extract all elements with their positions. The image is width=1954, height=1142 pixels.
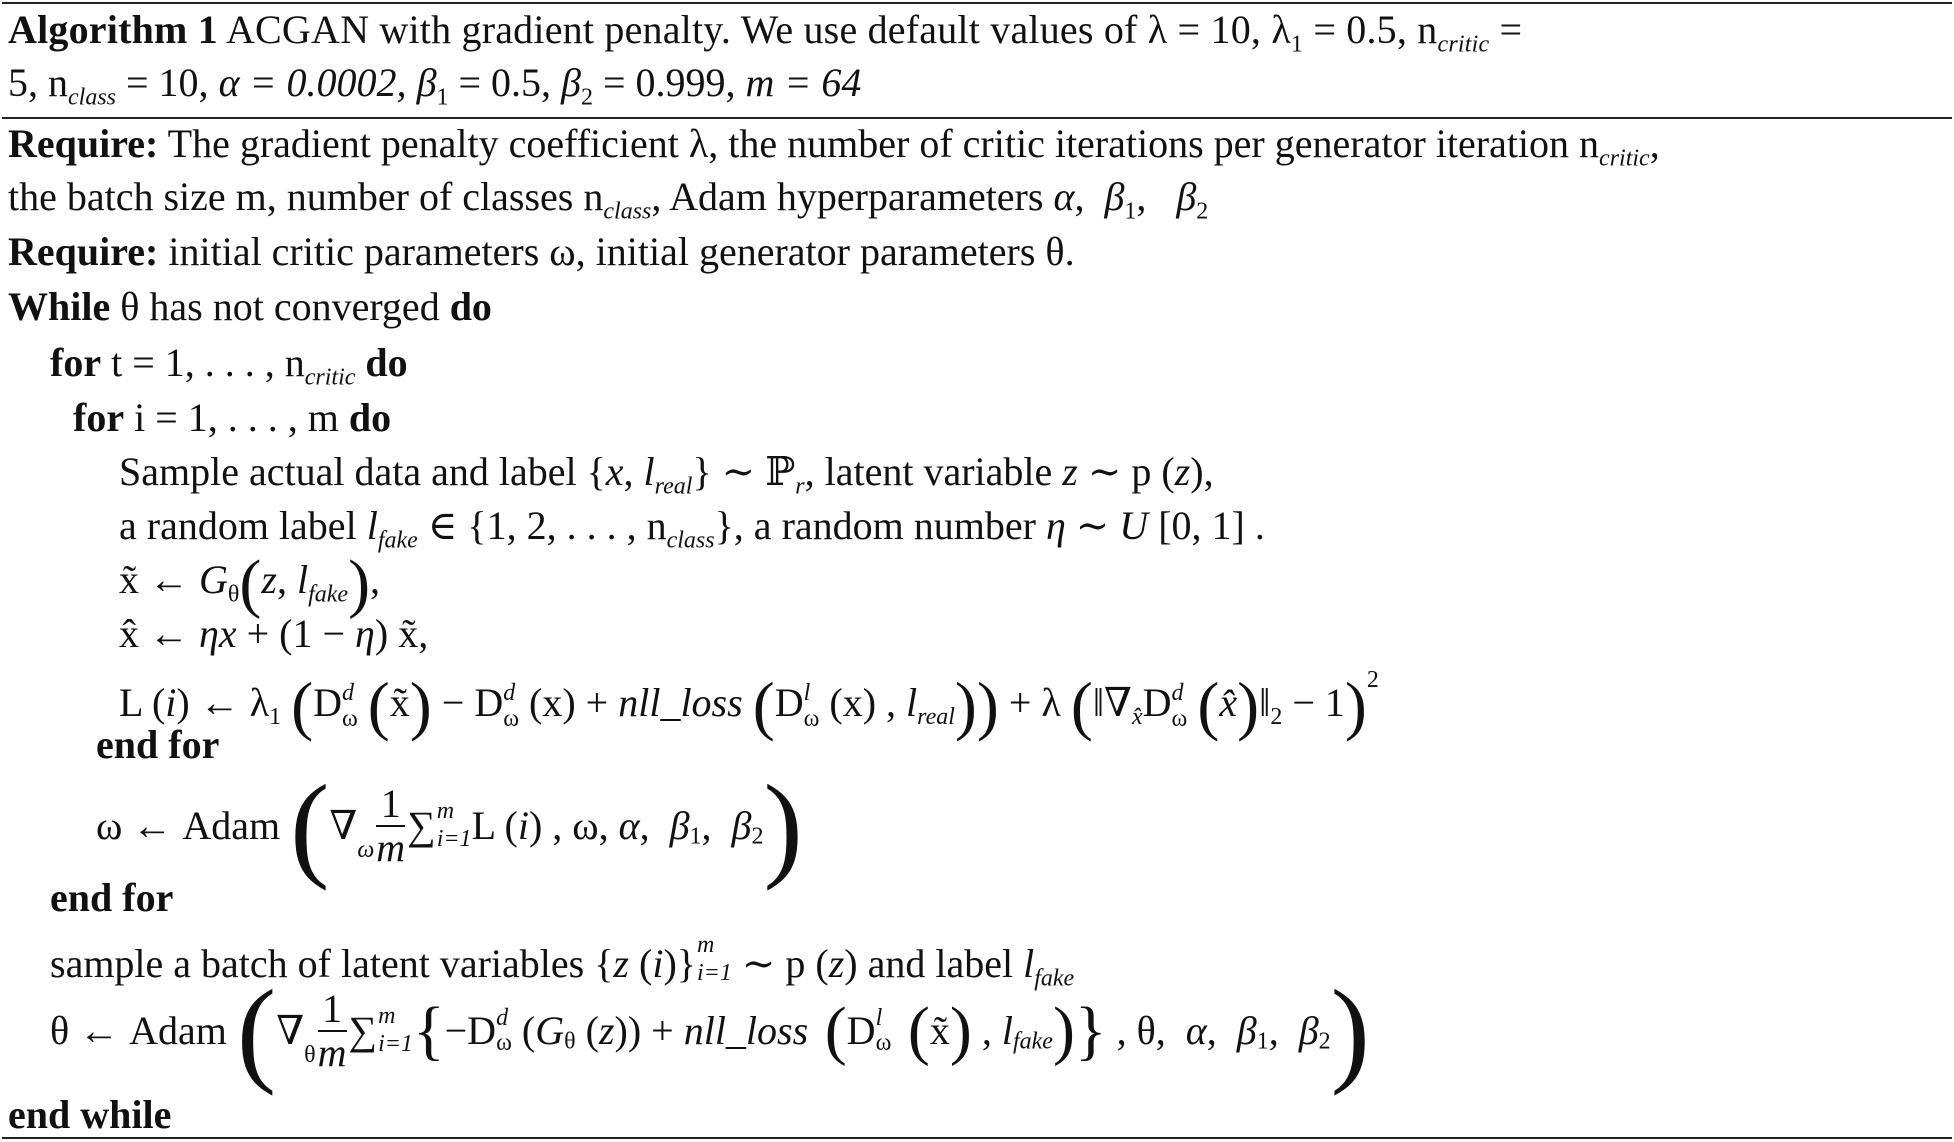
xtilde-line: x̃ ← $G_\theta(z$, $l_{fake}$), [119,546,381,620]
sample-line-2: a random label $l_{fake}$ ∈ {1, 2, . . . , $n_{class}$}, a random number η ∼ U [0, 1] . [119,503,1265,554]
end-for-outer-line: end for [50,875,174,920]
algorithm-title: ACGAN with gradient penalty. We use default values of λ = 10, λ [225,7,1291,52]
sample-latent-line: sample a batch of latent variables {z (i)} m i=1 ∼ p (z) and label $l_{fake}$ [50,932,1075,992]
for-t-line: for t = 1, . . . , $n_{critic}$ do [50,340,408,391]
algorithm-caption-line-1: Algorithm 1 ACGAN with gradient penalty. We use default values of λ = 10, $\lambda_1 = 0.5$, $n_{critic}$ = [8,7,1523,58]
end-while-line: end while [8,1092,172,1137]
theta-update-line: θ ← Adam ($\nabla_\theta$ $\frac{1}{m}$ ∑ m i=1 {−D d ω ($G_\theta$ (z)) + nll_loss (D l ω (x̃) , $l_{fake}$)} , θ, α, $\beta_1$, $\beta_2$) [50,965,1370,1097]
loss-line: L (i) ← $\lambda_1$ (D d ω (x̃) − D d ω (x) + nll_loss (D l ω (x) , $l_{real})) + \lambda$ ($‖\nabla_{x̂}D$ d ω $(x̂)‖_2 - 1)^2$ [119,667,1379,743]
end-for-inner-line: end for [96,722,220,767]
while-line: While θ has not converged do [8,284,492,329]
algorithm-caption-line-2: 5, $n_{class} = 10$, α = 0.0002, $\beta_1 = 0.5$, $\beta_2 = 0.999$, m = 64 [8,60,862,111]
xhat-line: x̂ ← ηx + (1 − η) x̃, [119,611,429,656]
bottom-rule [2,1137,1952,1139]
algorithm-label: Algorithm 1 [8,7,218,52]
require-line-1: Require: The gradient penalty coefficient λ, the number of critic iterations per generator iteration $n_{critic}$, [8,121,1660,172]
header-rule [2,117,1952,119]
omega-update-line: ω ← Adam ($\nabla_\omega$ $\frac{1}{m}$ ∑ m i=1 L (i) , ω, α, $\beta_1$, $\beta_2$) [96,760,803,892]
require-line-3: Require: initial critic parameters ω, initial generator parameters θ. [8,229,1075,274]
require-line-2: the batch size m, number of classes $n_{class}$, Adam hyperparameters α, $\beta_1$, $\beta_2$ [8,174,1209,225]
top-rule [2,2,1952,4]
sample-line-1: Sample actual data and label {x, $l_{real}$} ∼ ℙ$_r$, latent variable z ∼ p (z), [119,449,1214,500]
for-i-line: for i = 1, . . . , m do [73,395,392,440]
